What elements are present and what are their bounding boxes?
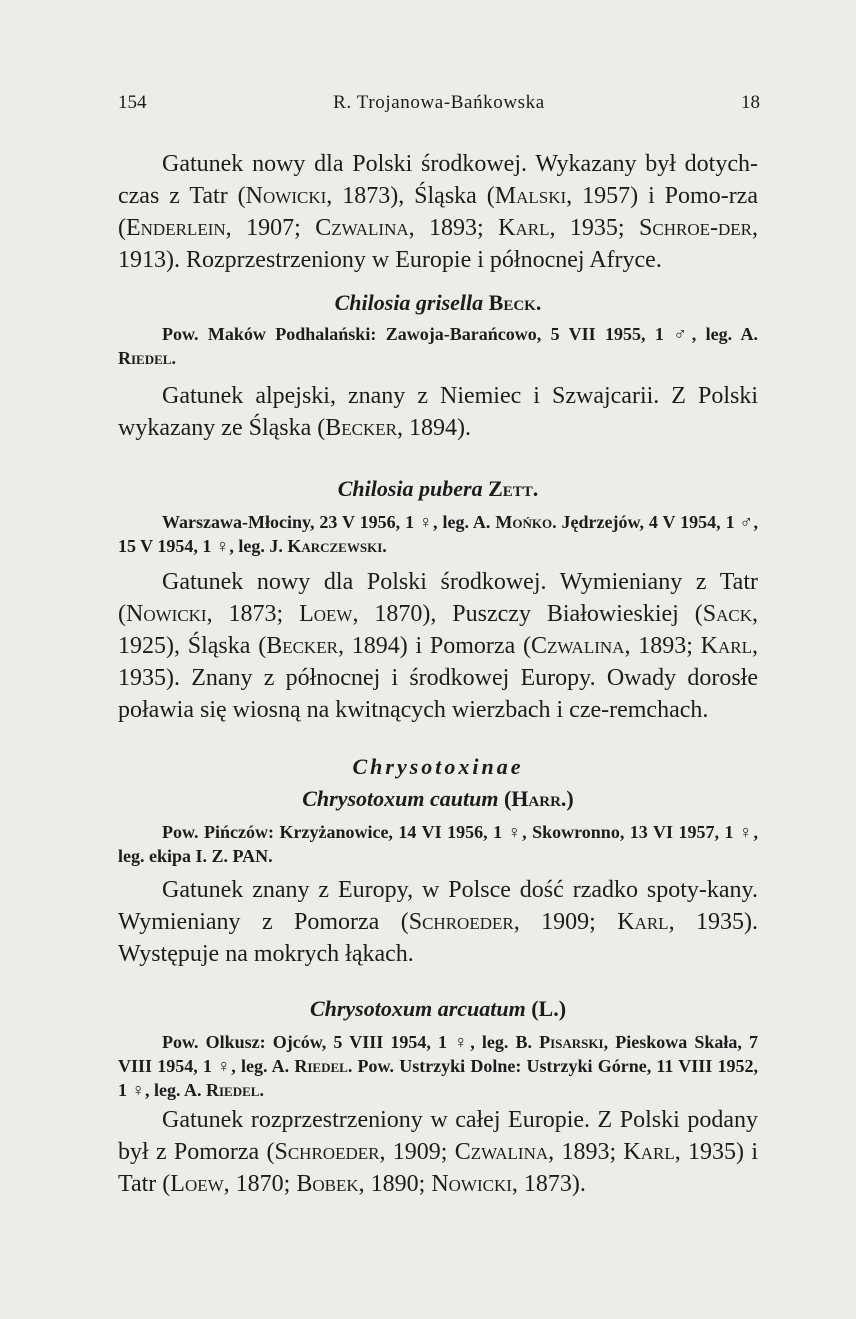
- text-run: , 1909;: [513, 909, 618, 935]
- paragraph-distribution-3: [118, 566, 758, 726]
- author-citation: Mońko: [495, 512, 553, 532]
- record-chilosia-pubera: [118, 510, 758, 558]
- text-run: , 1873).: [511, 1171, 586, 1197]
- text-run: , 1894) i Pomorza (: [337, 633, 531, 659]
- text-run: , 1925), Śląska (: [118, 601, 759, 659]
- author-citation: Enderlein: [126, 215, 226, 241]
- text-run: Pow. Maków Podhalański: Zawoja-Barańcowo, 5 VII 1955, 1 ♂, leg. A.: [162, 324, 758, 344]
- paragraph-text: [118, 380, 758, 444]
- text-run: , 1935) i Tatr (: [118, 1139, 758, 1197]
- text-run: .: [382, 536, 387, 556]
- author-citation: Riedel: [118, 348, 172, 368]
- author-citation: Nowicki: [431, 1171, 512, 1197]
- author-citation: Loew: [170, 1171, 224, 1197]
- text-run: , 1894).: [396, 415, 471, 441]
- species-name: Chilosia grisella: [334, 290, 484, 315]
- record-chilosia-grisella: [118, 322, 758, 370]
- page-header: [118, 92, 760, 122]
- author-citation: Karl: [498, 215, 550, 241]
- author-citation: Bobek: [296, 1171, 359, 1197]
- text-run: Gatunek nowy dla Polski środkowej. Wymieniany z Tatr (: [118, 569, 758, 627]
- record-text: [118, 510, 758, 558]
- author-citation: Pisarski: [539, 1032, 604, 1052]
- text-run: Gatunek rozprzestrzeniony w całej Europie. Z Polski podany był z Pomorza (: [118, 1107, 758, 1165]
- author-citation: Becker: [325, 415, 397, 441]
- species-author: Beck.: [488, 290, 542, 315]
- record-text: [118, 1030, 758, 1102]
- species-heading-chrysotoxum-arcuatum: [118, 994, 758, 1024]
- author-citation: Malski: [494, 183, 567, 209]
- species-name: Chrysotoxum cautum: [302, 786, 499, 811]
- text-run: , 1873;: [206, 601, 300, 627]
- text-run: Pow. Olkusz: Ojców, 5 VIII 1954, 1 ♀, leg. B.: [162, 1032, 540, 1052]
- author-citation: Czwalina: [315, 215, 409, 241]
- species-author: (Harr.): [503, 786, 574, 811]
- author-citation: Czwalina: [531, 633, 625, 659]
- text-run: , 1935;: [549, 215, 640, 241]
- text-run: , 1873), Śląska (: [326, 183, 495, 209]
- author-citation: Loew: [299, 601, 353, 627]
- running-title: R. Trojanowa-Bańkowska: [333, 92, 545, 113]
- text-run: .: [259, 1080, 264, 1100]
- author-citation: Czwalina: [454, 1139, 549, 1165]
- record-text: [118, 820, 758, 868]
- species-heading-chilosia-grisella: [118, 288, 758, 318]
- page-number: 154: [118, 92, 147, 113]
- text-run: Pow. Pińczów: Krzyżanowice, 14 VI 1956, 1 ♀, Skowronno, 13 VI 1957, 1 ♀, leg. ekipa I. Z. PAN.: [118, 822, 758, 866]
- paragraph-distribution-5: [118, 1104, 758, 1200]
- species-name: Chrysotoxum arcuatum: [309, 996, 526, 1021]
- record-text: [118, 322, 758, 370]
- author-citation: Nowicki: [126, 601, 207, 627]
- text-run: Gatunek nowy dla Polski środkowej. Wykazany był dotych-czas z Tatr (: [118, 151, 758, 209]
- text-run: , 1893;: [624, 633, 701, 659]
- text-run: , 1957) i Pomo-rza (: [118, 183, 758, 241]
- paragraph-text: [118, 874, 758, 970]
- text-run: . Pow. Ustrzyki Dolne: Ustrzyki Górne, 11 VIII 1952, 1 ♀, leg. A.: [118, 1056, 758, 1100]
- author-citation: Schroe-der: [639, 215, 752, 241]
- text-run: , 1935). Występuje na mokrych łąkach.: [118, 909, 758, 967]
- text-run: , 1935). Znany z północnej i środkowej Europy. Owady dorosłe poławia się wiosną na kwitnących wierzbach i cze-remchach.: [118, 633, 758, 723]
- issue-number: 18: [741, 92, 760, 113]
- species-name: Chilosia pubera: [337, 476, 483, 501]
- author-citation: Becker: [266, 633, 338, 659]
- text-run: , 1870), Puszczy Białowieskiej (: [352, 601, 703, 627]
- author-citation: Schroeder: [274, 1139, 380, 1165]
- species-heading-chilosia-pubera: [118, 474, 758, 504]
- text-run: Gatunek znany z Europy, w Polsce dość rzadko spoty-kany. Wymieniany z Pomorza (: [118, 877, 758, 935]
- author-citation: Karczewski: [287, 536, 383, 556]
- record-chrysotoxum-arcuatum: [118, 1030, 758, 1102]
- text-run: , 1890;: [358, 1171, 432, 1197]
- text-run: Gatunek alpejski, znany z Niemiec i Szwajcarii. Z Polski wykazany ze Śląska (: [118, 383, 758, 441]
- paragraph-text: [118, 566, 758, 726]
- text-run: , 1893;: [408, 215, 499, 241]
- paragraph-distribution-2: [118, 380, 758, 444]
- species-author: Zett.: [488, 476, 539, 501]
- paragraph-distribution-1: [118, 148, 758, 276]
- paragraph-distribution-4: [118, 874, 758, 970]
- paragraph-text: [118, 1104, 758, 1200]
- author-citation: Karl: [623, 1139, 675, 1165]
- text-run: , 1909;: [379, 1139, 455, 1165]
- species-heading-chrysotoxum-cautum: [118, 784, 758, 814]
- text-run: . Jędrzejów, 4 V 1954, 1 ♂, 15 V 1954, 1 ♀, leg. J.: [118, 512, 758, 556]
- text-run: Warszawa-Młociny, 23 V 1956, 1 ♀, leg. A.: [162, 512, 496, 532]
- author-citation: Nowicki: [245, 183, 327, 209]
- author-citation: Karl: [700, 633, 752, 659]
- paragraph-text: [118, 148, 758, 276]
- text-run: , 1870;: [223, 1171, 297, 1197]
- author-citation: Schroeder: [408, 909, 514, 935]
- text-run: , Pieskowa Skała, 7 VIII 1954, 1 ♀, leg. A.: [118, 1032, 759, 1076]
- author-citation: Riedel: [206, 1080, 260, 1100]
- text-run: , 1907;: [225, 215, 316, 241]
- subfamily-heading: [118, 752, 758, 782]
- record-chrysotoxum-cautum: [118, 820, 758, 868]
- author-citation: Karl: [617, 909, 669, 935]
- author-citation: Riedel: [294, 1056, 348, 1076]
- text-run: .: [171, 348, 176, 368]
- text-run: , 1893;: [548, 1139, 624, 1165]
- species-author: (L.): [531, 996, 567, 1021]
- subfamily-name: Chrysotoxinae: [352, 754, 524, 779]
- author-citation: Sack: [702, 601, 753, 627]
- text-run: , 1913). Rozprzestrzeniony w Europie i północnej Afryce.: [118, 215, 758, 273]
